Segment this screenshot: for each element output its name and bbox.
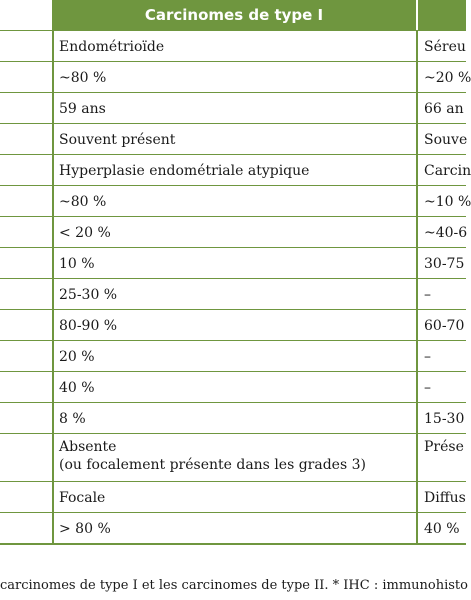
type1-text-line2: (ou focalement présente dans les grades 3) xyxy=(59,457,366,473)
type1-text: 25-30 % xyxy=(59,286,118,303)
type1-cell xyxy=(52,155,417,186)
table-caption: carcinomes de type I et les carcinomes de type II. * IHC : immunohisto xyxy=(0,578,468,593)
column-divider xyxy=(416,513,418,544)
row-label-cell xyxy=(0,434,52,482)
type2-text: 60-70 xyxy=(424,317,465,334)
type2-cell xyxy=(417,155,471,186)
column-divider xyxy=(416,482,418,513)
table-row xyxy=(0,185,471,217)
type1-text: > 80 % xyxy=(59,520,111,537)
column-divider xyxy=(416,31,418,62)
row-label-cell xyxy=(0,248,52,279)
column-divider xyxy=(52,31,54,62)
table-row xyxy=(0,92,466,124)
column-divider xyxy=(52,124,54,155)
type2-text: Diffus xyxy=(424,489,466,506)
type1-cell xyxy=(52,186,417,217)
type1-cell xyxy=(52,279,417,310)
type1-text: 40 % xyxy=(59,379,95,396)
type2-text: 66 an xyxy=(424,100,464,117)
type2-cell xyxy=(417,31,466,62)
type2-text: Prése xyxy=(424,439,464,455)
type1-text: Endométrioïde xyxy=(59,38,165,55)
column-divider xyxy=(52,341,54,372)
type2-text: – xyxy=(424,348,431,365)
column-divider xyxy=(52,372,54,403)
table-row xyxy=(0,512,466,544)
column-divider xyxy=(52,155,54,186)
type1-cell xyxy=(52,403,417,434)
type2-text: ~10 % xyxy=(424,193,471,210)
column-divider xyxy=(52,434,54,482)
type2-cell xyxy=(417,124,466,155)
type2-text: 30-75 xyxy=(424,255,465,272)
table-bottom-border xyxy=(0,543,466,545)
type2-cell xyxy=(417,341,466,372)
column-divider xyxy=(52,403,54,434)
type1-text: 8 % xyxy=(59,410,86,427)
type2-cell xyxy=(417,248,466,279)
table-row xyxy=(0,30,466,62)
type1-text: 59 ans xyxy=(59,100,106,117)
column-divider xyxy=(416,279,418,310)
type1-cell xyxy=(52,124,417,155)
type2-text: Souve xyxy=(424,131,468,148)
type2-text: – xyxy=(424,379,431,396)
row-label-cell xyxy=(0,403,52,434)
table-row xyxy=(0,309,466,341)
type2-text: Séreu xyxy=(424,38,466,55)
column-divider xyxy=(416,62,418,93)
type1-cell xyxy=(52,310,417,341)
table-row xyxy=(0,216,466,248)
type2-cell xyxy=(417,279,466,310)
column-divider xyxy=(416,124,418,155)
column-divider xyxy=(416,217,418,248)
row-label-cell xyxy=(0,124,52,155)
column-divider xyxy=(416,310,418,341)
type2-cell xyxy=(417,434,466,482)
column-divider xyxy=(52,186,54,217)
type2-text: ~40-6 xyxy=(424,224,468,241)
table-row xyxy=(0,154,471,186)
column-divider xyxy=(52,279,54,310)
column-divider xyxy=(416,186,418,217)
type1-text: Absente xyxy=(59,439,117,455)
type1-text: 10 % xyxy=(59,255,95,272)
row-label-cell xyxy=(0,341,52,372)
table-row xyxy=(0,340,466,372)
column-divider xyxy=(52,93,54,124)
table-row xyxy=(0,402,466,434)
column-divider xyxy=(416,155,418,186)
column-divider xyxy=(416,372,418,403)
type1-cell xyxy=(52,248,417,279)
type1-cell xyxy=(52,434,417,482)
type1-text: ~80 % xyxy=(59,193,107,210)
row-label-cell xyxy=(0,372,52,403)
type2-cell xyxy=(417,217,466,248)
type2-text: Carcin xyxy=(424,162,471,179)
column-divider xyxy=(416,403,418,434)
row-label-cell xyxy=(0,62,52,93)
column-divider xyxy=(52,482,54,513)
type1-cell xyxy=(52,62,417,93)
column-divider xyxy=(52,310,54,341)
type1-cell xyxy=(52,341,417,372)
type2-text: – xyxy=(424,286,431,303)
row-label-cell xyxy=(0,513,52,544)
type2-cell xyxy=(417,186,471,217)
column-divider xyxy=(52,217,54,248)
table-row xyxy=(0,247,466,279)
type2-cell xyxy=(417,482,466,513)
column-divider xyxy=(52,62,54,93)
table-row xyxy=(0,371,466,403)
table-row xyxy=(0,61,471,93)
column-divider xyxy=(52,513,54,544)
row-label-cell xyxy=(0,279,52,310)
type1-cell xyxy=(52,31,417,62)
table-row xyxy=(0,481,466,513)
type2-cell xyxy=(417,513,466,544)
type1-cell xyxy=(52,93,417,124)
table-row xyxy=(0,433,466,482)
header-type2 xyxy=(418,0,466,30)
type1-cell xyxy=(52,513,417,544)
type2-cell xyxy=(417,310,466,341)
type2-text: 15-30 xyxy=(424,410,465,427)
row-label-cell xyxy=(0,217,52,248)
type2-cell xyxy=(417,403,466,434)
column-divider xyxy=(416,93,418,124)
type1-text: Focale xyxy=(59,489,106,506)
type2-cell xyxy=(417,93,466,124)
table-row xyxy=(0,123,466,155)
table-row xyxy=(0,278,466,310)
column-divider xyxy=(52,248,54,279)
type1-cell xyxy=(52,482,417,513)
type1-text: 20 % xyxy=(59,348,95,365)
row-label-cell xyxy=(0,93,52,124)
row-label-cell xyxy=(0,482,52,513)
header-type1: Carcinomes de type I xyxy=(52,0,416,30)
type2-text: 40 % xyxy=(424,520,460,537)
row-label-cell xyxy=(0,186,52,217)
row-label-cell xyxy=(0,155,52,186)
column-divider xyxy=(416,434,418,482)
column-divider xyxy=(416,341,418,372)
column-divider xyxy=(416,248,418,279)
type1-cell xyxy=(52,372,417,403)
type1-text: 80-90 % xyxy=(59,317,118,334)
type2-cell xyxy=(417,62,471,93)
type1-text: Hyperplasie endométriale atypique xyxy=(59,162,310,179)
type1-text: < 20 % xyxy=(59,224,111,241)
row-label-cell xyxy=(0,31,52,62)
type2-cell xyxy=(417,372,466,403)
type1-text: ~80 % xyxy=(59,69,107,86)
row-label-cell xyxy=(0,310,52,341)
type2-text: ~20 % xyxy=(424,69,471,86)
type1-cell xyxy=(52,217,417,248)
type1-text: Souvent présent xyxy=(59,131,176,148)
